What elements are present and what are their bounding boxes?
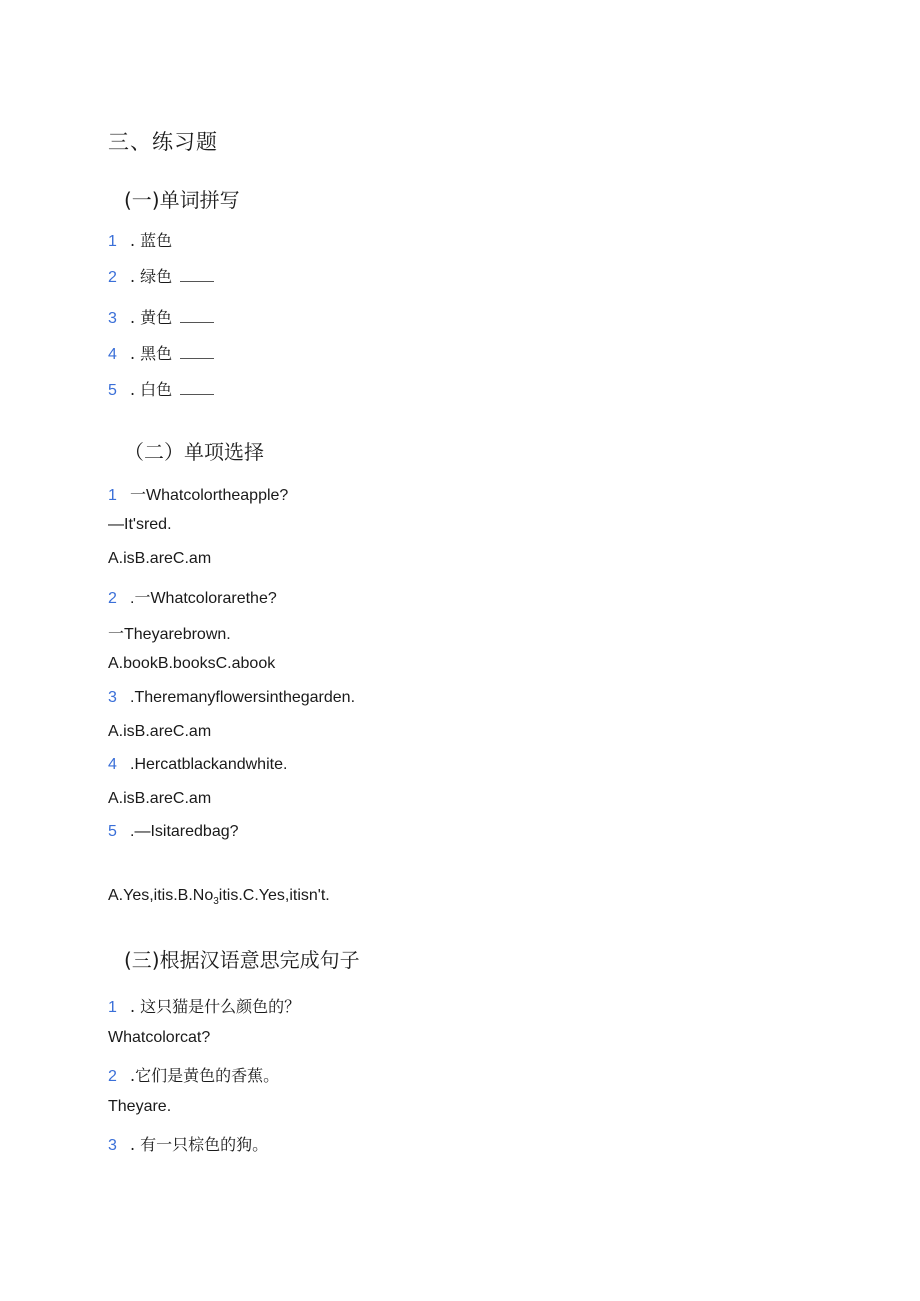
item-number: 2 <box>108 269 117 286</box>
question-text: .它们是黄色的香蕉。 <box>130 1066 280 1085</box>
answer-blank[interactable] <box>180 346 214 359</box>
item-text: . 白色 <box>130 380 173 399</box>
item-number: 2 <box>108 590 117 607</box>
item-number: 3 <box>108 1137 117 1154</box>
item-number: 4 <box>108 346 117 363</box>
answer-blank[interactable] <box>180 310 214 323</box>
choice-options-3: A.isB.areC.am <box>108 723 212 740</box>
item-number: 1 <box>108 999 117 1016</box>
item-number: 2 <box>108 1068 117 1085</box>
question-text: .Hercatblackandwhite. <box>130 756 288 773</box>
spelling-item-1 <box>108 228 172 251</box>
choice-answer-1: —It'sred. <box>108 516 172 533</box>
item-number: 3 <box>108 689 117 706</box>
spelling-item-5 <box>108 377 214 400</box>
question-text: .一Whatcolorarethe? <box>130 590 277 607</box>
question-text: . 这只猫是什么颜色的？ <box>130 997 301 1016</box>
section-heading-spelling: (一)单词拼写 <box>124 188 240 212</box>
choice-question-1 <box>108 482 288 505</box>
translation-question-1 <box>108 994 300 1017</box>
choice-answer-2: 一Theyarebrown. <box>108 626 231 643</box>
item-number: 1 <box>108 233 117 250</box>
choice-options-5 <box>108 887 330 907</box>
section-heading-translation: (三)根据汉语意思完成句子 <box>124 948 360 972</box>
translation-question-3 <box>108 1132 268 1155</box>
spelling-item-2 <box>108 264 214 287</box>
item-text: . 黄色 <box>130 308 173 327</box>
choice-options-2: A.bookB.booksC.abook <box>108 655 276 672</box>
item-text: . 绿色 <box>130 267 173 286</box>
item-number: 5 <box>108 382 117 399</box>
choice-question-5 <box>108 823 239 841</box>
spelling-item-4 <box>108 341 214 364</box>
options-part-b: itis.C.Yes,itisn't. <box>218 887 330 904</box>
section-heading-choice: （二）单项选择 <box>124 440 264 464</box>
translation-question-2 <box>108 1063 279 1086</box>
item-text: . 蓝色 <box>130 231 173 250</box>
question-text: .—Isitaredbag? <box>130 823 239 840</box>
spelling-item-3 <box>108 305 214 328</box>
item-number: 5 <box>108 823 117 840</box>
choice-question-2 <box>108 585 277 608</box>
choice-options-1: A.isB.areC.am <box>108 550 212 567</box>
options-subscript: 3 <box>213 896 219 908</box>
item-text: . 黑色 <box>130 344 173 363</box>
answer-blank[interactable] <box>180 382 214 395</box>
choice-question-4 <box>108 756 287 774</box>
page-title: 三、练习题 <box>108 130 218 154</box>
translation-answer-1: Whatcolorcat? <box>108 1029 211 1046</box>
options-part-a: A.Yes,itis.B.No <box>108 887 214 904</box>
item-number: 1 <box>108 487 117 504</box>
question-text: .Theremanyflowersinthegarden. <box>130 689 356 706</box>
question-text: 一Whatcolortheapple? <box>130 487 289 504</box>
item-number: 3 <box>108 310 117 327</box>
translation-answer-2: Theyare. <box>108 1098 172 1115</box>
item-number: 4 <box>108 756 117 773</box>
choice-options-4: A.isB.areC.am <box>108 790 212 807</box>
choice-question-3 <box>108 689 355 707</box>
question-text: . 有一只棕色的狗。 <box>130 1135 269 1154</box>
answer-blank[interactable] <box>180 269 214 282</box>
